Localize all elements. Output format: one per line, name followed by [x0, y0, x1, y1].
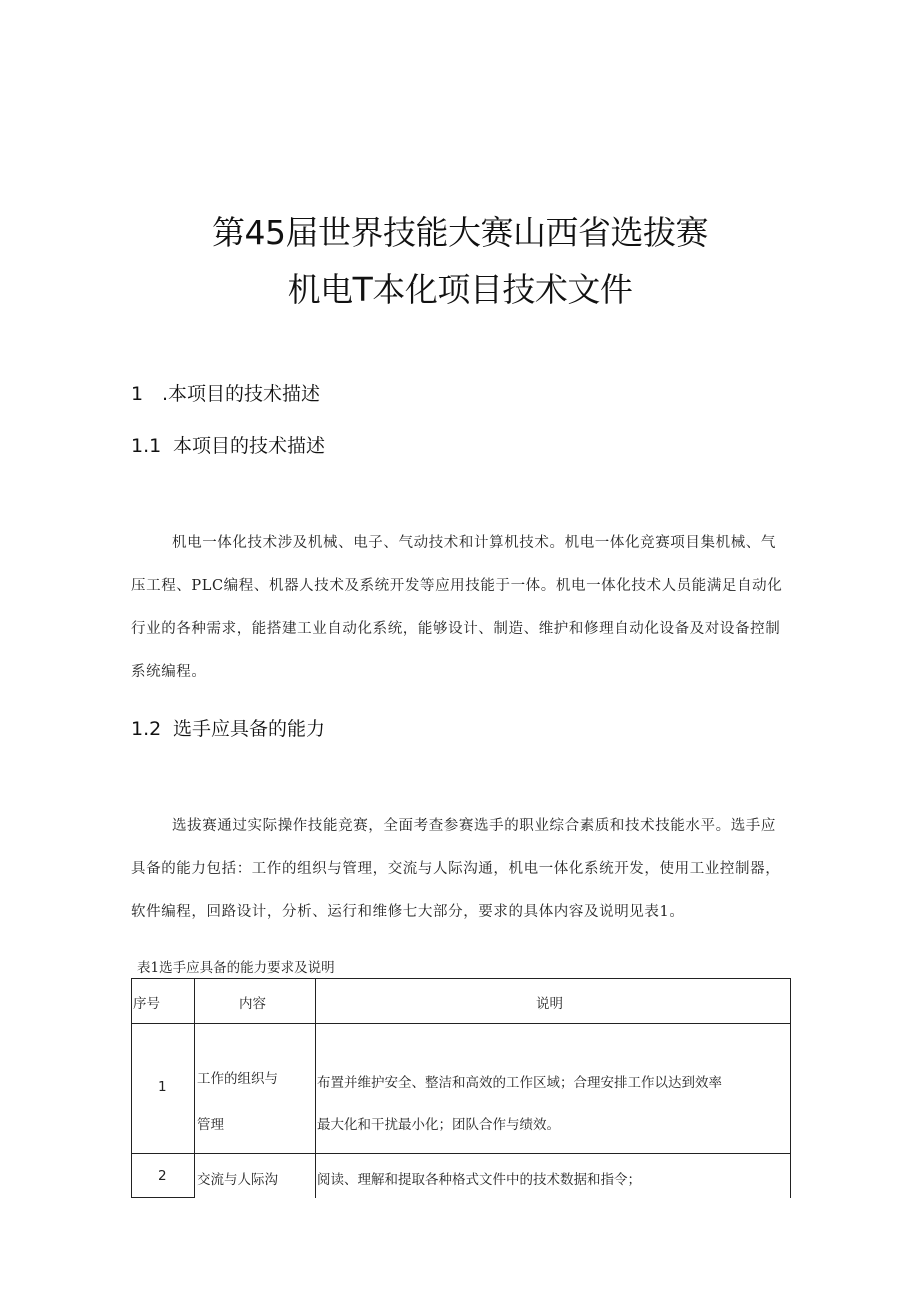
cell-line: 最大化和干扰最小化；团队合作与绩效。 [317, 1117, 560, 1133]
table-cell-index: 1 [158, 1079, 167, 1095]
section-label: 本项目的技术描述 [173, 435, 326, 457]
table-column-divider [315, 978, 316, 1198]
document-title-line1: 第45届世界技能大赛山西省选拔赛 [212, 213, 708, 252]
cell-line: 布置并维护安全、整洁和高效的工作区域；合理安排工作以达到效率 [317, 1075, 722, 1091]
section-number: 1.2 [131, 718, 162, 740]
table-border-right [790, 978, 791, 1198]
section-heading-1-1 [131, 433, 325, 459]
cell-line: 管理 [197, 1117, 224, 1133]
cell-line: 工作的组织与 [197, 1071, 278, 1087]
paragraph-line: 压工程、PLC编程、机器人技术及系统开发等应用技能于一体。机电一体化技术人员能满足自动化 [131, 578, 783, 594]
paragraph-line: 具备的能力包括：工作的组织与管理，交流与人际沟通，机电一体化系统开发，使用工业控制器， [131, 861, 781, 877]
cell-line: 交流与人际沟 [197, 1172, 278, 1188]
table-border-bottom-partial [131, 1197, 194, 1198]
table-header-divider [131, 1023, 791, 1024]
section-heading-1-2 [131, 716, 325, 742]
paragraph-line: 选拔赛通过实际操作技能竞赛，全面考查参赛选手的职业综合素质和技术技能水平。选手应 [172, 818, 776, 834]
table-cell-index: 2 [158, 1168, 167, 1184]
section-1-1-paragraph [131, 522, 796, 694]
table-column-divider [194, 978, 195, 1198]
table-header-description: 说明 [536, 996, 563, 1012]
table-header-index: 序号 [133, 996, 160, 1012]
table-cell-content [197, 1168, 278, 1188]
cell-line: 阅读、理解和提取各种格式文件中的技术数据和指令； [317, 1172, 641, 1188]
section-1-2-paragraph [131, 805, 796, 934]
ability-requirements-table [131, 978, 791, 1198]
section-number: 1 [131, 383, 144, 405]
table-row-divider [131, 1153, 791, 1154]
paragraph-line: 系统编程。 [131, 664, 207, 680]
table-cell-description [317, 1168, 641, 1188]
section-number: 1.1 [131, 435, 162, 457]
table-border-left [131, 978, 132, 1198]
document-title-line2: 机电T本化项目技术文件 [287, 270, 633, 309]
paragraph-line: 行业的各种需求，能搭建工业自动化系统，能够设计、制造、维护和修理自动化设备及对设备控制 [131, 621, 781, 637]
table-header-content: 内容 [239, 996, 266, 1012]
paragraph-line: 机电一体化技术涉及机械、电子、气动技术和计算机技术。机电一体化竞赛项目集机械、气 [172, 535, 776, 551]
table-cell-content [197, 1056, 278, 1148]
section-label: .本项目的技术描述 [162, 383, 321, 405]
section-heading-1 [131, 381, 320, 407]
table-caption: 表1选手应具备的能力要求及说明 [137, 960, 335, 976]
table-border-top [131, 978, 791, 979]
table-cell-description [317, 1062, 722, 1146]
paragraph-line: 软件编程，回路设计，分析、运行和维修七大部分，要求的具体内容及说明见表1。 [131, 904, 685, 920]
section-label: 选手应具备的能力 [173, 718, 326, 740]
